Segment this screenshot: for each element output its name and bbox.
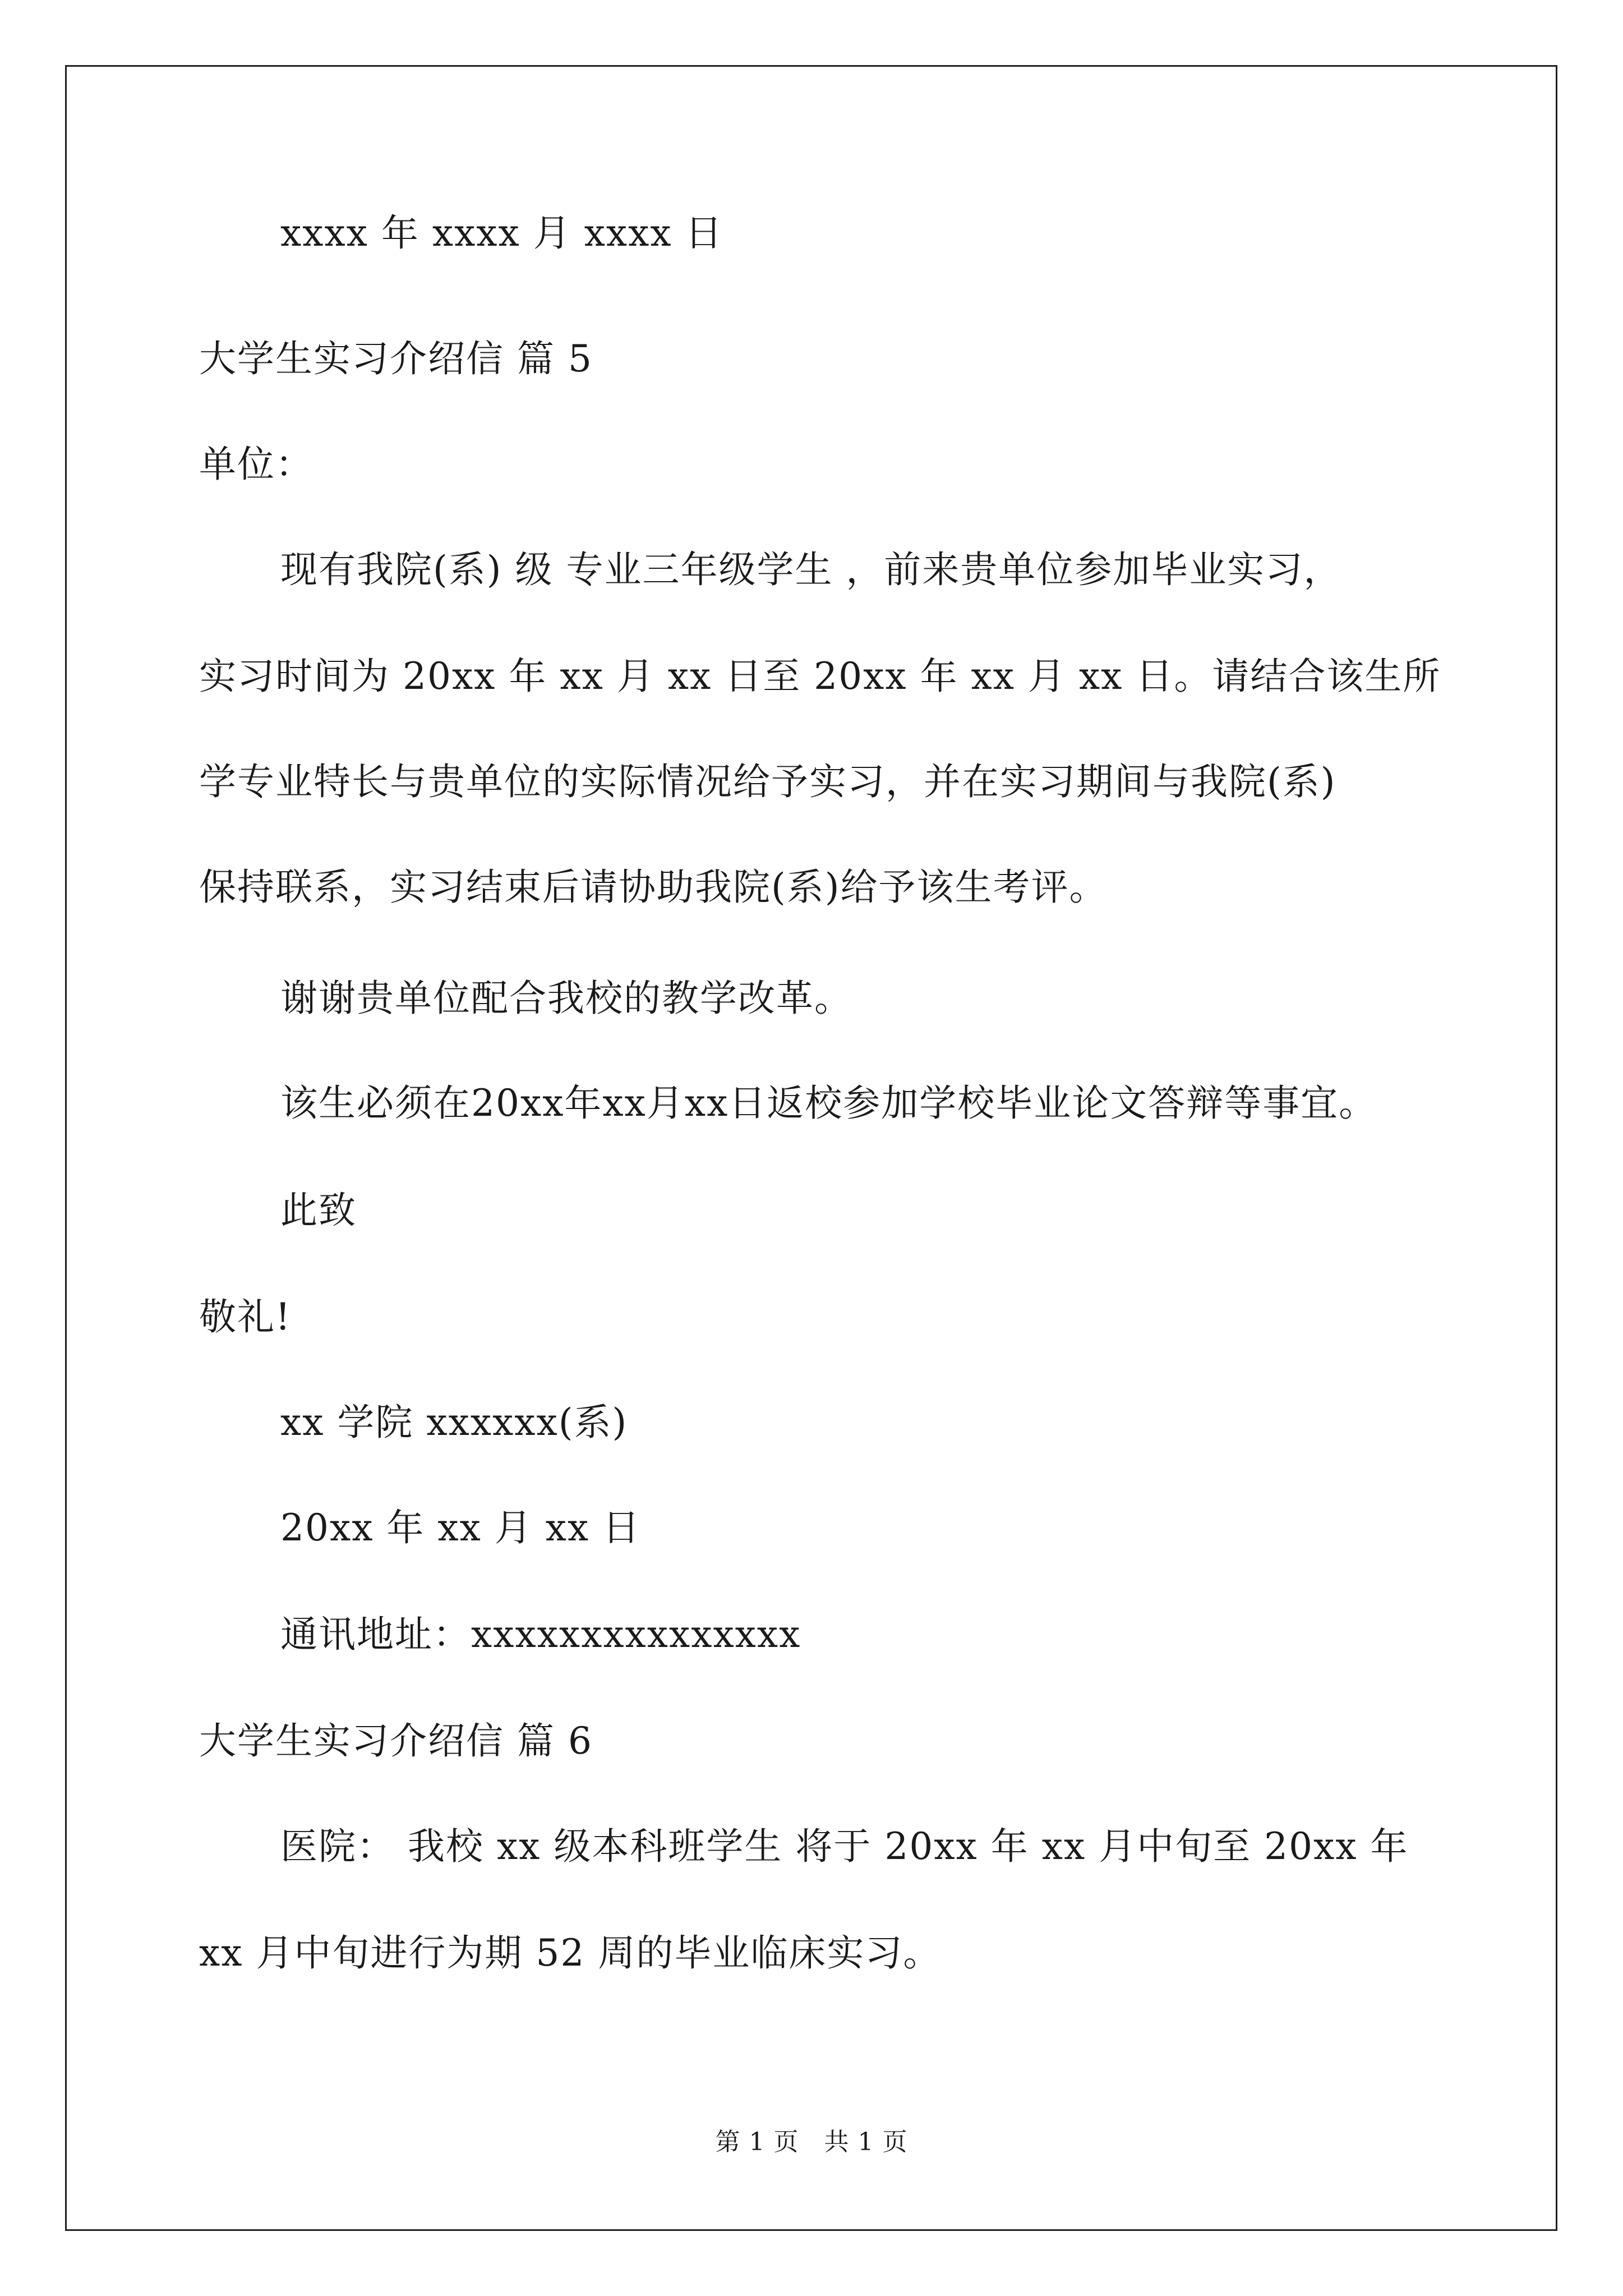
return-notice-line: 该生必须在20xx年xx月xx日返校参加学校毕业论文答辩等事宜。 <box>280 1082 1377 1125</box>
body-line: 保持联系，实习结束后请协助我院(系)给予该生考评。 <box>199 866 1108 909</box>
page-border <box>65 65 1557 2231</box>
signature-school: xx 学院 xxxxxx(系) <box>280 1401 628 1444</box>
mailing-address: 通讯地址：xxxxxxxxxxxxxxx <box>280 1613 801 1656</box>
section-heading-6: 大学生实习介绍信 篇 6 <box>199 1719 593 1763</box>
body-line: 医院： 我校 xx 级本科班学生 将于 20xx 年 xx 月中旬至 20xx 年 <box>280 1825 1409 1868</box>
body-line: 学专业特长与贵单位的实际情况给予实习，并在实习期间与我院(系) <box>199 760 1336 803</box>
page-number-footer: 第 1 页 共 1 页 <box>715 2128 908 2156</box>
salutation-unit: 单位： <box>199 443 313 486</box>
date-placeholder-line: xxxx 年 xxxx 月 xxxx 日 <box>280 211 723 255</box>
thanks-line: 谢谢贵单位配合我校的教学改革。 <box>280 977 852 1020</box>
section-heading-5: 大学生实习介绍信 篇 5 <box>199 337 593 380</box>
body-line: 现有我院(系) 级 专业三年级学生 ，前来贵单位参加毕业实习， <box>280 548 1342 591</box>
body-line: xx 月中旬进行为期 52 周的毕业临床实习。 <box>199 1931 942 1975</box>
signature-date: 20xx 年 xx 月 xx 日 <box>280 1506 641 1549</box>
body-line: 实习时间为 20xx 年 xx 月 xx 日至 20xx 年 xx 月 xx 日。请结合该生所 <box>199 655 1441 698</box>
regards-line: 敬礼! <box>199 1295 292 1338</box>
closing-line: 此致 <box>280 1189 357 1232</box>
